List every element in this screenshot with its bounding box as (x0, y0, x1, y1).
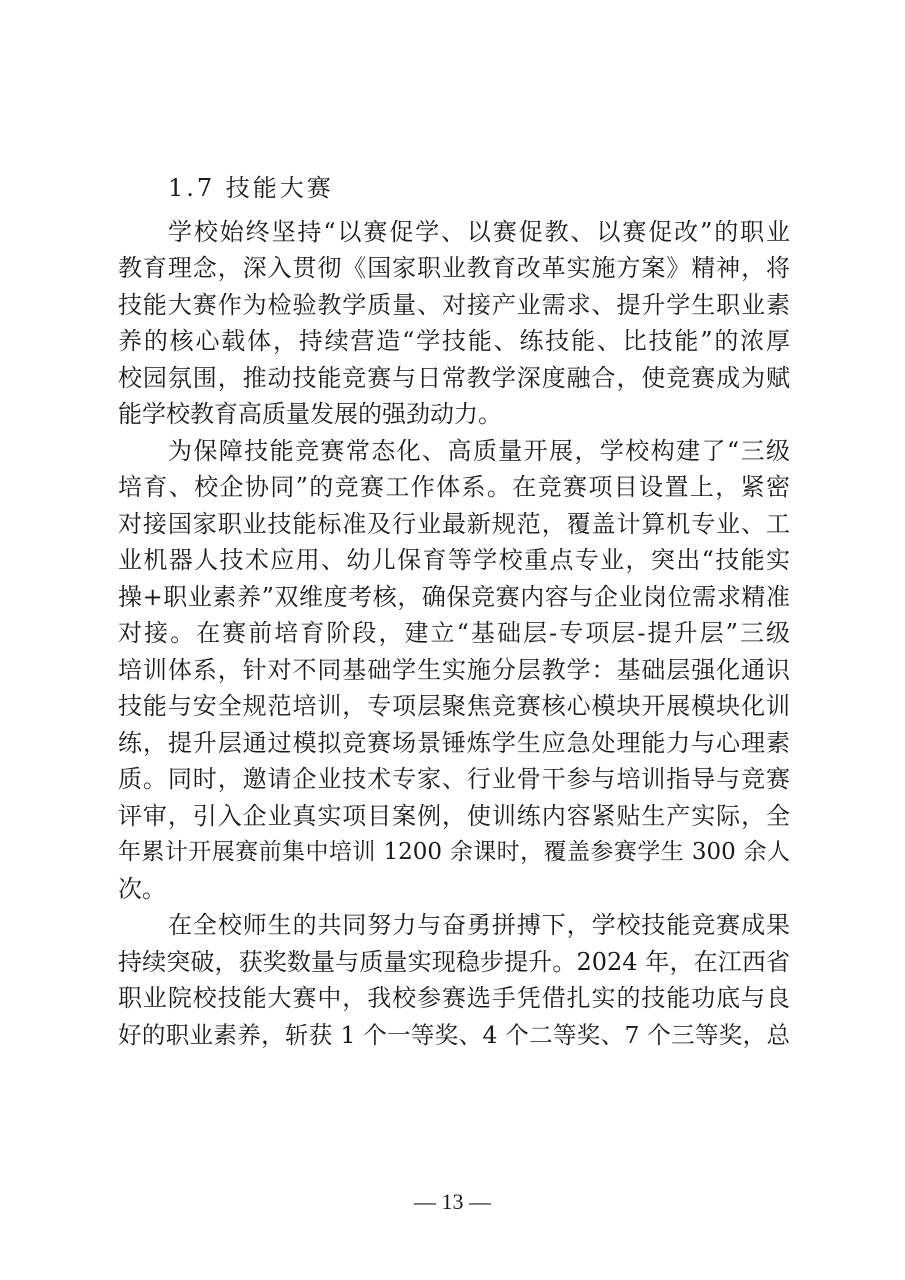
paragraph-2-line-10: 质。同时，邀请企业技术专家、行业骨干参与培训指导与竞赛 (118, 765, 790, 793)
paragraph-2-line-9: 练，提升层通过模拟竞赛场景锤炼学生应急处理能力与心理素 (118, 729, 790, 757)
paragraph-1-line-6: 能学校教育高质量发展的强劲动力。 (118, 400, 502, 428)
paragraph-2-line-11: 评审，引入企业真实项目案例，使训练内容紧贴生产实际，全 (118, 802, 790, 830)
paragraph-3-line-1: 在全校师生的共同努力与奋勇拼搏下，学校技能竞赛成果 (168, 911, 790, 939)
paragraph-2-line-8: 技能与安全规范培训，专项层聚焦竞赛核心模块开展模块化训 (118, 692, 790, 720)
paragraph-1-line-2: 教育理念，深入贯彻《国家职业教育改革实施方案》精神，将 (118, 254, 790, 282)
paragraph-3-line-3: 职业院校技能大赛中，我校参赛选手凭借扎实的技能功底与良 (118, 984, 790, 1012)
paragraph-2-line-7: 培训体系，针对不同基础学生实施分层教学：基础层强化通识 (118, 656, 790, 684)
paragraph-1-line-3: 技能大赛作为检验教学质量、对接产业需求、提升学生职业素 (118, 291, 790, 319)
paragraph-1-line-1: 学校始终坚持“以赛促学、以赛促教、以赛促改”的职业 (168, 218, 790, 246)
paragraph-1-line-5: 校园氛围，推动技能竞赛与日常教学深度融合，使竞赛成为赋 (118, 364, 790, 392)
paragraph-1-line-4: 养的核心载体，持续营造“学技能、练技能、比技能”的浓厚 (118, 327, 790, 355)
paragraph-3-line-4: 好的职业素养，斩获 1 个一等奖、4 个二等奖、7 个三等奖，总 (118, 1021, 790, 1049)
paragraph-2-line-6: 对接。在赛前培育阶段，建立“基础层-专项层-提升层”三级 (118, 619, 790, 647)
section-heading: 1.7 技能大赛 (168, 174, 334, 202)
paragraph-2-line-2: 培育、校企协同”的竞赛工作体系。在竞赛项目设置上，紧密 (118, 473, 790, 501)
paragraph-3-line-2: 持续突破，获奖数量与质量实现稳步提升。2024 年，在江西省 (118, 948, 790, 976)
paragraph-2-line-12: 年累计开展赛前集中培训 1200 余课时，覆盖参赛学生 300 余人 (118, 839, 790, 865)
paragraph-2-line-3: 对接国家职业技能标准及行业最新规范，覆盖计算机专业、工 (118, 510, 790, 538)
paragraph-2-line-1: 为保障技能竞赛常态化、高质量开展，学校构建了“三级 (168, 437, 790, 465)
paragraph-2-line-13: 次。 (118, 875, 166, 903)
page-number: — 13 — (414, 1189, 491, 1214)
paragraph-2-line-5: 操+职业素养”双维度考核，确保竞赛内容与企业岗位需求精准 (118, 583, 790, 611)
paragraph-2-line-4: 业机器人技术应用、幼儿保育等学校重点专业，突出“技能实 (118, 546, 790, 574)
